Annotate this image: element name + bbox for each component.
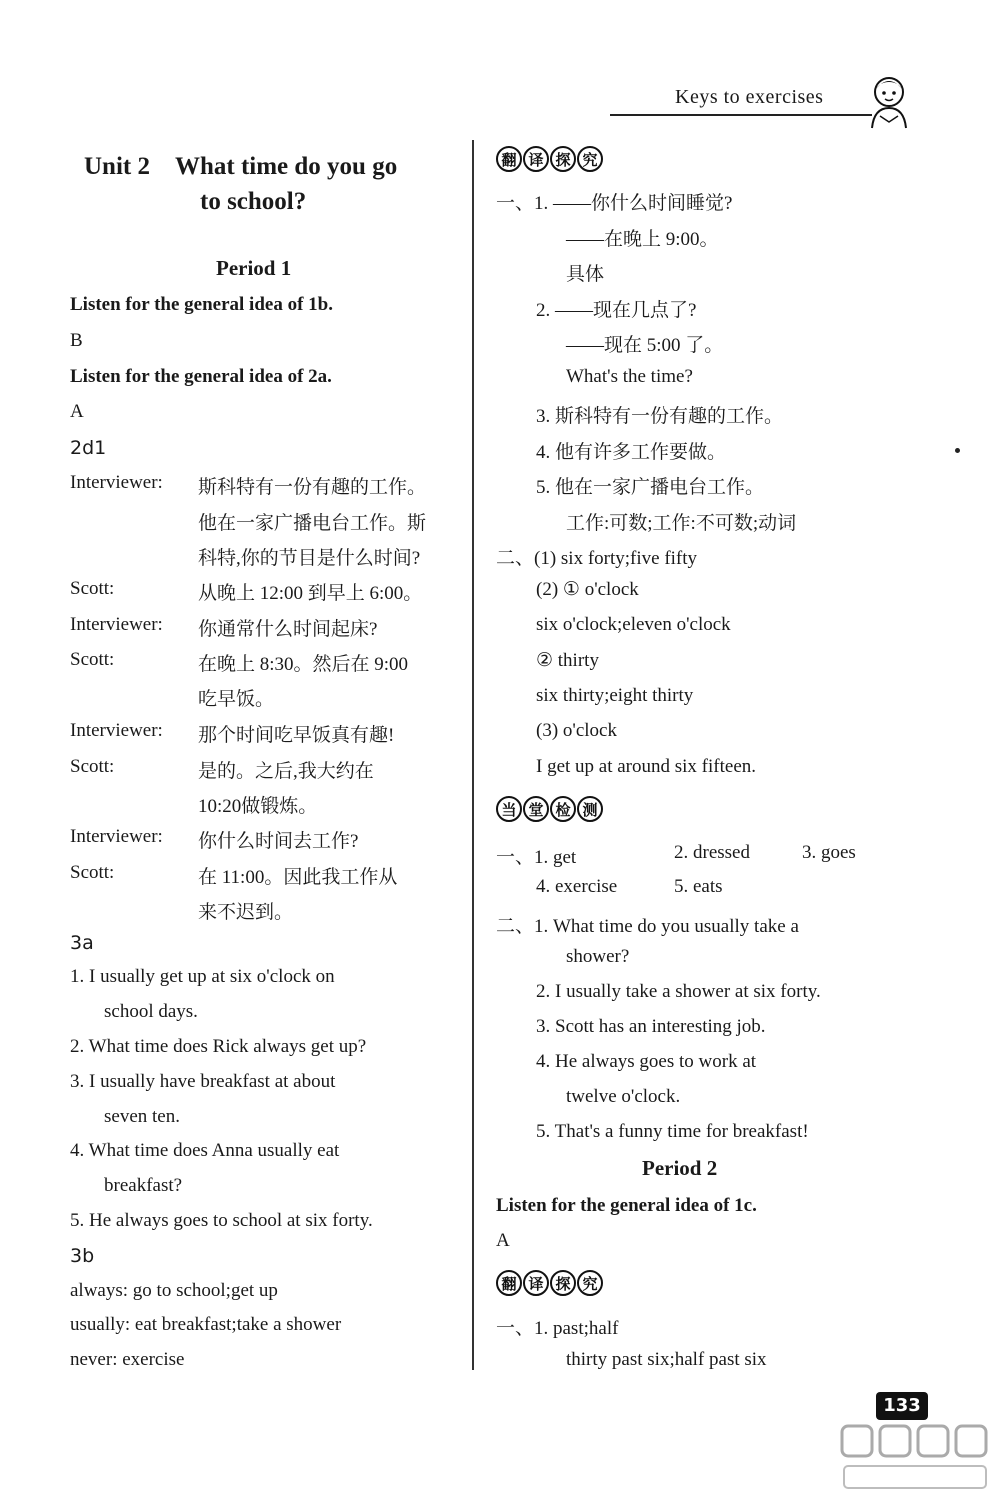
list-item: 2. What time does Rick always get up? [70,1036,367,1057]
column-divider [472,140,474,1370]
badge-char: 堂 [523,796,549,822]
list-item: 3. Scott has an interesting job. [536,1016,766,1037]
badge-char: 探 [550,1270,576,1296]
listen-1c-heading: Listen for the general idea of 1c. [496,1195,757,1216]
list-item: 具体 [566,264,605,285]
badge-char: 译 [523,1270,549,1296]
list-item: 4. 他有许多工作要做。 [536,442,727,463]
list-item: always: go to school;get up [70,1280,278,1301]
list-item: never: exercise [70,1349,185,1370]
dialog-speaker: Interviewer: [70,614,163,635]
answer-2a: A [70,401,84,422]
list-item: 3. goes [802,842,856,863]
dialog-speaker: Scott: [70,578,115,599]
label-2d1: 2d1 [70,437,107,459]
period-2-heading: Period 2 [642,1156,718,1180]
badge-char: 当 [496,796,522,822]
dialog-line: 那个时间吃早饭真有趣! [198,725,395,746]
dialog-line: 他在一家广播电台工作。斯 [198,513,427,534]
list-item: breakfast? [104,1175,183,1196]
section-badge-translation [496,146,603,172]
list-item: 2. dressed [674,842,750,863]
dialog-line: 来不迟到。 [198,902,294,923]
page-number: 133 [876,1392,928,1420]
list-item: I get up at around six fifteen. [536,756,757,777]
list-item: 5. He always goes to school at six forty. [70,1210,373,1231]
stray-dot [955,448,960,453]
list-item: 二、(1) six forty;five fifty [496,548,698,569]
list-item: 4. What time does Anna usually eat [70,1140,340,1161]
listen-2a-heading: Listen for the general idea of 2a. [70,366,332,387]
list-item: What's the time? [566,366,693,387]
list-item: 4. exercise [536,876,618,897]
dialog-line: 是的。之后,我大约在 [198,761,374,782]
dialog-line: 科特,你的节目是什么时间? [198,548,421,569]
badge-char: 测 [577,796,603,822]
girl-mascot-icon [862,72,916,130]
dialog-line: 从晚上 12:00 到早上 6:00。 [198,583,423,604]
list-item: 5. That's a funny time for breakfast! [536,1121,809,1142]
header-rule [610,114,872,116]
list-item: ② thirty [536,650,599,671]
list-item: 5. 他在一家广播电台工作。 [536,477,765,498]
dialog-speaker: Scott: [70,862,115,883]
list-item: 一、1. past;half [496,1318,619,1339]
badge-char: 翻 [496,146,522,172]
list-item: seven ten. [104,1106,180,1127]
list-item: school days. [104,1001,198,1022]
listen-1b-heading: Listen for the general idea of 1b. [70,294,333,315]
list-item: twelve o'clock. [566,1086,681,1107]
list-item: shower? [566,946,630,967]
dialog-speaker: Interviewer: [70,826,163,847]
list-item: six o'clock;eleven o'clock [536,614,731,635]
dialog-line: 你通常什么时间起床? [198,619,378,640]
dialog-speaker: Interviewer: [70,720,163,741]
dialog-speaker: Scott: [70,649,115,670]
list-item: 5. eats [674,876,723,897]
unit-title-line1: Unit 2 What time do you go [84,153,398,180]
label-3b: 3b [70,1245,95,1267]
badge-char: 检 [550,796,576,822]
list-item: 1. I usually get up at six o'clock on [70,966,335,987]
list-item: ——在晚上 9:00。 [566,229,719,250]
list-item: 2. ——现在几点了? [536,300,697,321]
dialog-line: 吃早饭。 [198,689,275,710]
dialog-line: 你什么时间去工作? [198,831,359,852]
list-item: six thirty;eight thirty [536,685,694,706]
answer-1b: B [70,330,83,351]
header-title: Keys to exercises [675,86,824,108]
section-badge-translation [496,1270,603,1296]
unit-title-line2: to school? [200,188,307,215]
dialog-line: 在晚上 8:30。然后在 9:00 [198,654,409,675]
badge-char: 究 [577,1270,603,1296]
list-item: 2. I usually take a shower at six forty. [536,981,821,1002]
list-item: 3. I usually have breakfast at about [70,1071,336,1092]
list-item: 工作:可数;工作:不可数;动词 [566,513,797,534]
dialog-line: 在 11:00。因此我工作从 [198,867,398,888]
dialog-speaker: Interviewer: [70,472,163,493]
period-1-heading: Period 1 [216,256,292,280]
dialog-line: 斯科特有一份有趣的工作。 [198,477,427,498]
section-badge-check [496,796,603,822]
list-item: 3. 斯科特有一份有趣的工作。 [536,406,784,427]
badge-char: 探 [550,146,576,172]
answer-1c: A [496,1230,510,1251]
list-item: 一、1. get [496,847,577,868]
label-3a: 3a [70,932,94,954]
badge-char: 翻 [496,1270,522,1296]
list-item: thirty past six;half past six [566,1349,767,1370]
watermark-logo-icon [840,1420,990,1494]
list-item: usually: eat breakfast;take a shower [70,1314,342,1335]
list-item: ——现在 5:00 了。 [566,335,724,356]
list-item: 一、1. ——你什么时间睡觉? [496,193,733,214]
list-item: (2) ① o'clock [536,579,639,600]
badge-char: 究 [577,146,603,172]
dialog-speaker: Scott: [70,756,115,777]
badge-char: 译 [523,146,549,172]
list-item: 4. He always goes to work at [536,1051,757,1072]
dialog-line: 10:20做锻炼。 [198,796,318,817]
list-item: (3) o'clock [536,720,617,741]
list-item: 二、1. What time do you usually take a [496,916,799,937]
